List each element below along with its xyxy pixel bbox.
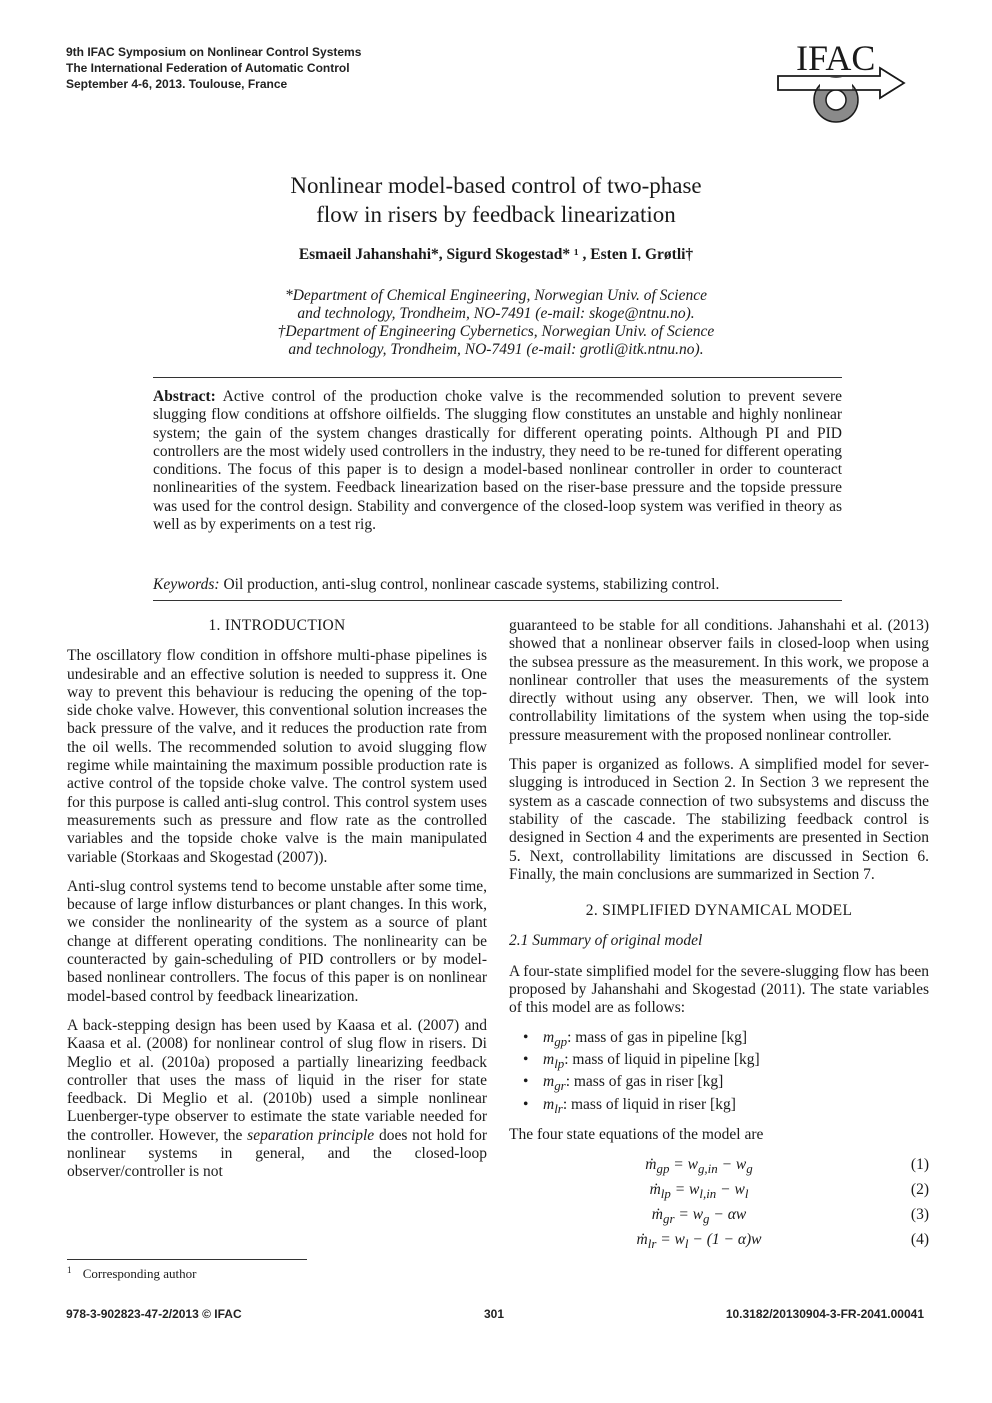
footer-isbn: 978-3-902823-47-2/2013 © IFAC <box>66 1307 242 1321</box>
intro-paragraph-2: Anti-slug control systems tend to become unstable after some time, because of large inflow disturbances or plant changes. In this work, we consider the nonlinearity of the system as a source of plant change at different operating conditions. The nonlinearity can be counteracted by gain-scheduling of PID controllers or by model-based nonlinear controllers. The focus of this paper is on nonlinear model-based control by feedback linearization. <box>67 877 487 1005</box>
abstract <box>153 388 842 534</box>
list-item: • $m_{gr}$: mass of gas in riser [kg] <box>523 1073 929 1095</box>
abstract-top-rule <box>153 377 842 378</box>
intro-paragraph-1: The oscillatory flow condition in offshore multi-phase pipelines is undesirable and an effective solution is needed to suppress it. One way to prevent this behaviour is reducing the opening of the top-side choke valve. However, this conventional solution increases the back pressure of the valve, and it reduces the production rate from the oil wells. The recommended solution to avoid slugging flow regime while maintaining the maximum possible production rate is active control of the topside choke valve. The control system used for this purpose is called anti-slug control. This control system uses measurements such as pressure and flow rate as the controlled variables and the topside choke valve is the main manipulated variable (Storkaas and Skogestad (2007)). <box>67 647 487 866</box>
affiliation-line: and technology, Trondheim, NO-7491 (e-mail: skoge@ntnu.no). <box>297 305 695 322</box>
header-line-1: 9th IFAC Symposium on Nonlinear Control Systems <box>66 45 362 59</box>
affiliations <box>120 287 872 359</box>
footnote-text: Corresponding author <box>82 1266 197 1282</box>
equation: ṁ$_{lr}$ = $w_l - (1 - \alpha)w$ (4) <box>636 1230 929 1251</box>
equation-number: (1) <box>910 1155 929 1173</box>
affiliation-line: †Department of Engineering Cybernetics, Norwegian Univ. of Science <box>277 323 715 340</box>
equation: ṁ$_{lp}$ = $w_{l,in} - w_l$ (2) <box>649 1180 929 1201</box>
affiliation-line: *Department of Chemical Engineering, Norwegian Univ. of Science <box>284 287 707 304</box>
section-heading-model: 2. SIMPLIFIED DYNAMICAL MODEL <box>585 902 853 920</box>
intro-paragraph-3-part-b: does not hold for nonlinear systems in general, and the closed-loop observer/controller is not <box>67 1126 487 1181</box>
abstract-bottom-rule <box>153 600 842 601</box>
right-column <box>509 617 929 1256</box>
title-line-2: flow in risers by feedback linearization <box>316 202 676 227</box>
abstract-text: Active control of the production choke valve is the recommended solution to prevent severe slugging flow conditions at offshore oilfields. The slugging flow constitutes an unstable and highly nonlinear system; the gain of the system changes drastically for different operating points. Although PI and PID controllers are the most widely used controllers in the industry, they need to be re-tuned for different operating conditions. The focus of this paper is to design a model-based nonlinear controller in order to counteract nonlinearities of the system. Feedback linearization based on the riser-base pressure and the topside pressure was used for the control design. Stability and convergence of the closed-loop system was verified in theory as well as by experiments on a test rig. <box>153 388 842 534</box>
equation-number: (2) <box>910 1180 929 1198</box>
right-paragraph-2: This paper is organized as follows. A simplified model for sever-slugging is introduced in Section 2. In Section 3 we represent the system as a cascade connection of two subsystems and discuss the stability of the cascade. The stabilizing feedback control is designed in Section 4 and the experiments are presented in Section 5. Next, controllability limitations are discussed in Section 6. Finally, the main conclusions are summarized in Section 7. <box>509 756 929 883</box>
ifac-logo-text: IFAC <box>796 38 876 78</box>
equation: ṁ$_{gp}$ = $w_{g,in} - w_g$ (1) <box>645 1155 929 1176</box>
intro-paragraph-3-part-a: A back-stepping design has been used by Kaasa et al. (2007) and Kaasa et al. (2008) for nonlinear control of slug flow in risers. Di Meglio et al. (2010a) proposed a partially linearizing feedback controller that uses the mass of liquid in the riser for state feedback. Di Meglio et al. (2010b) used a simple nonlinear Luenberger-type observer to estimate the state variable needed for the controller. However, the <box>67 1016 487 1144</box>
list-item: • $m_{lp}$: mass of liquid in pipeline [kg] <box>523 1051 929 1073</box>
title-line-1: Nonlinear model-based control of two-phase <box>290 173 702 198</box>
keywords-text: Oil production, anti-slug control, nonlinear cascade systems, stabilizing control. <box>223 576 720 593</box>
conference-header <box>66 44 361 92</box>
equation-block <box>509 1156 929 1256</box>
keywords <box>153 576 842 594</box>
ifac-logo <box>776 38 908 128</box>
intro-paragraph-3 <box>67 1017 487 1182</box>
list-item: • $m_{lr}$: mass of liquid in riser [kg] <box>523 1096 929 1118</box>
state-variable-list <box>509 1029 929 1119</box>
footnote <box>67 1265 196 1282</box>
footnote-mark: 1 <box>67 1265 72 1275</box>
footnote-rule <box>67 1259 307 1260</box>
affiliation-line: and technology, Trondheim, NO-7491 (e-mail: grotli@itk.ntnu.no). <box>288 341 704 358</box>
header-line-2: The International Federation of Automatic Control <box>66 61 350 75</box>
footer-doi: 10.3182/20130904-3-FR-2041.00041 <box>725 1307 924 1321</box>
list-item: • $m_{gp}$: mass of gas in pipeline [kg] <box>523 1029 929 1051</box>
right-paragraph-1: guaranteed to be stable for all conditions. Jahanshahi et al. (2013) showed that a nonlinear observer fails in closed-loop when using the subsea pressure as the measurement. In this work, we propose a nonlinear controller that uses the measurements of the system directly without using any observer. Then, we will look into controllability limitations of the system when using the top-side pressure measurement with the proposed nonlinear controller. <box>509 617 929 744</box>
right-paragraph-4: The four state equations of the model are <box>509 1126 764 1144</box>
emphasis-separation-principle: separation principle <box>247 1126 375 1144</box>
equation-number: (4) <box>910 1230 929 1248</box>
right-paragraph-3: A four-state simplified model for the severe-slugging flow has been proposed by Jahanshahi and Skogestad (2011). The state variables of this model are as follows: <box>509 962 929 1017</box>
keywords-label: Keywords: <box>153 576 220 593</box>
equation-number: (3) <box>910 1205 929 1223</box>
subsection-heading: 2.1 Summary of original model <box>509 932 703 950</box>
equation: ṁ$_{gr}$ = $w_g - \alpha w$ (3) <box>651 1205 929 1226</box>
section-heading-introduction: 1. INTRODUCTION <box>208 617 346 634</box>
author-list: Esmaeil Jahanshahi*, Sigurd Skogestad* ¹ , Esten I. Grøtli† <box>298 246 694 263</box>
paper-title <box>120 171 872 229</box>
abstract-label: Abstract: <box>153 388 216 405</box>
header-line-3: September 4-6, 2013. Toulouse, France <box>66 77 288 91</box>
footer-page-number: 301 <box>484 1307 505 1321</box>
left-column <box>67 617 487 1193</box>
